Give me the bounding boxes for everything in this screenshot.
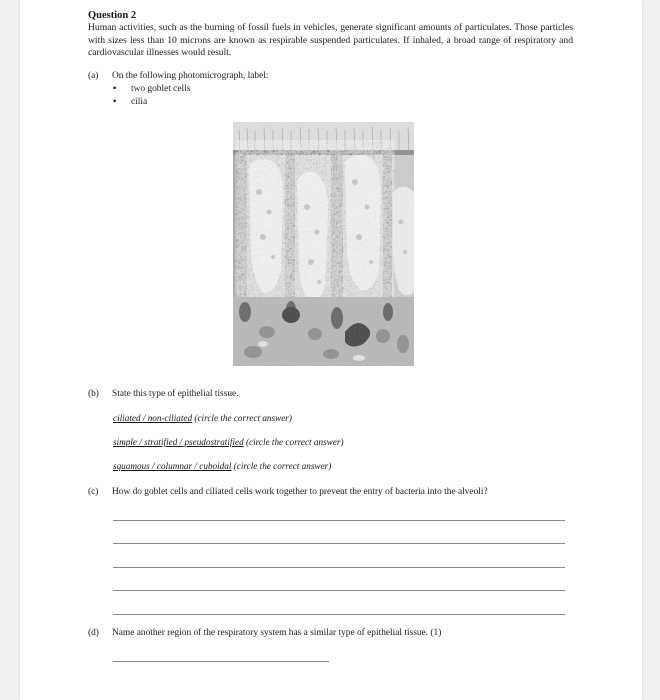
- answer-line[interactable]: [113, 520, 565, 521]
- answer-line[interactable]: [113, 590, 565, 591]
- answer-line[interactable]: [113, 614, 565, 615]
- option-answer[interactable]: ciliated / non-ciliated: [113, 413, 193, 423]
- option-row-layering[interactable]: [113, 437, 344, 447]
- part-b-prompt-row: [88, 389, 239, 399]
- option-note: (circle the correct answer): [192, 413, 292, 423]
- part-c-letter: (c): [88, 487, 99, 497]
- question-title: Question 2: [88, 10, 137, 21]
- option-row-ciliation[interactable]: [113, 413, 292, 423]
- answer-line[interactable]: [113, 543, 565, 544]
- answer-line[interactable]: [113, 661, 329, 662]
- part-a-prompt: On the following photomicrograph, label:: [112, 71, 269, 81]
- option-note: (circle the correct answer): [243, 437, 344, 447]
- bullet-text: two goblet cells: [131, 84, 191, 94]
- option-answer[interactable]: simple / stratified / pseudostratified: [113, 437, 244, 447]
- part-d-letter: (d): [88, 628, 99, 638]
- option-note: (circle the correct answer): [231, 461, 332, 471]
- part-c-prompt-row: [88, 487, 488, 497]
- part-b-letter: (b): [88, 389, 99, 399]
- bullet-item: [113, 97, 147, 107]
- question-intro: Human activities, such as the burning of fossil fuels in vehicles, generate significant amounts of particulates. Those particles with sizes less than 10 microns are known as respirable suspended particulates. If inhaled, a broad range of respiratory and cardiovascular illnesses would result.: [88, 22, 573, 58]
- option-answer[interactable]: squamous / columnar / cuboidal: [113, 461, 232, 471]
- bullet-item: [113, 84, 190, 94]
- answer-line[interactable]: [113, 567, 565, 568]
- bullet-text: cilia: [131, 97, 148, 107]
- part-c-prompt: How do goblet cells and ciliated cells work together to prevent the entry of bacteria into the alveoli?: [112, 487, 488, 497]
- part-a-letter: (a): [88, 71, 99, 81]
- part-a-prompt-row: [88, 71, 268, 81]
- bullet-icon: •: [113, 97, 117, 107]
- part-b-prompt: State this type of epithelial tissue.: [112, 389, 239, 399]
- part-d-prompt-row: [88, 628, 441, 638]
- option-row-shape[interactable]: [113, 461, 331, 471]
- bullet-icon: •: [113, 84, 117, 94]
- worksheet-page: [20, 0, 642, 700]
- photomicrograph-image[interactable]: [233, 122, 414, 366]
- part-d-prompt: Name another region of the respiratory system has a similar type of epithelial tissue. (1): [112, 628, 442, 638]
